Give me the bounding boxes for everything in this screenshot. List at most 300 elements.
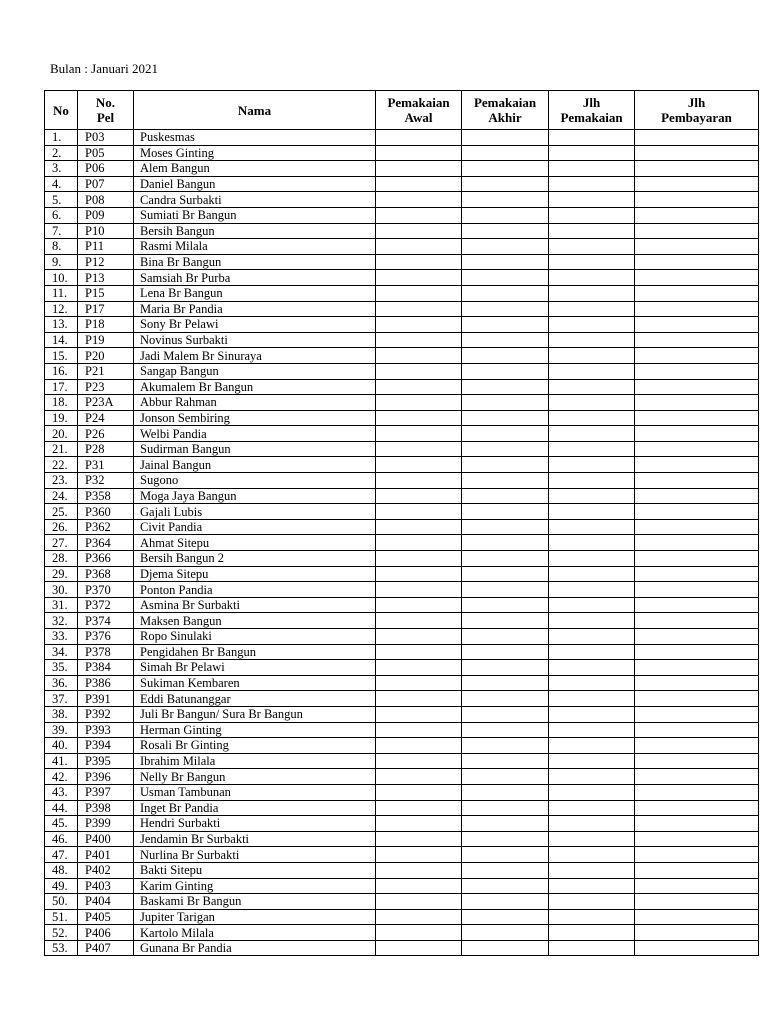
table-row [45,363,759,379]
jlh-pembayaran-cell [635,566,759,582]
row-number-cell: 7. [45,223,78,239]
table-row [45,535,759,551]
customer-code-cell: P366 [78,551,134,567]
customer-code-cell: P32 [78,473,134,489]
jlh-pemakaian-cell [549,784,635,800]
jlh-pembayaran-cell [635,535,759,551]
pemakaian-akhir-cell [462,816,549,832]
pemakaian-akhir-cell [462,738,549,754]
customer-name-cell: Hendri Surbakti [134,816,376,832]
pemakaian-awal-cell [376,379,462,395]
customer-code-cell: P368 [78,566,134,582]
pemakaian-awal-cell [376,395,462,411]
row-number-cell: 47. [45,847,78,863]
jlh-pemakaian-cell [549,660,635,676]
pemakaian-akhir-cell [462,488,549,504]
customer-code-cell: P374 [78,613,134,629]
customer-code-cell: P362 [78,519,134,535]
customer-usage-table [44,90,759,956]
pemakaian-awal-cell [376,332,462,348]
pemakaian-akhir-cell [462,597,549,613]
customer-code-cell: P31 [78,457,134,473]
customer-name-cell: Juli Br Bangun/ Sura Br Bangun [134,706,376,722]
jlh-pembayaran-cell [635,441,759,457]
table-row [45,862,759,878]
customer-name-cell: Simah Br Pelawi [134,660,376,676]
jlh-pemakaian-cell [549,862,635,878]
customer-code-cell: P08 [78,192,134,208]
customer-name-cell: Inget Br Pandia [134,800,376,816]
customer-name-cell: Rasmi Milala [134,239,376,255]
table-row [45,285,759,301]
jlh-pemakaian-cell [549,551,635,567]
pemakaian-akhir-cell [462,332,549,348]
jlh-pembayaran-cell [635,613,759,629]
row-number-cell: 34. [45,644,78,660]
jlh-pemakaian-cell [549,894,635,910]
customer-code-cell: P24 [78,410,134,426]
row-number-cell: 33. [45,629,78,645]
table-row [45,738,759,754]
row-number-cell: 23. [45,473,78,489]
customer-name-cell: Welbi Pandia [134,426,376,442]
customer-name-cell: Novinus Surbakti [134,332,376,348]
row-number-cell: 11. [45,285,78,301]
jlh-pemakaian-cell [549,379,635,395]
pemakaian-akhir-cell [462,535,549,551]
pemakaian-awal-cell [376,769,462,785]
jlh-pemakaian-cell [549,410,635,426]
row-number-cell: 35. [45,660,78,676]
jlh-pemakaian-cell [549,270,635,286]
jlh-pemakaian-cell [549,332,635,348]
jlh-pemakaian-cell [549,582,635,598]
header-no-pel: No. Pel [78,91,134,130]
pemakaian-awal-cell [376,488,462,504]
pemakaian-awal-cell [376,582,462,598]
pemakaian-akhir-cell [462,878,549,894]
pemakaian-akhir-cell [462,566,549,582]
jlh-pemakaian-cell [549,285,635,301]
row-number-cell: 25. [45,504,78,520]
jlh-pemakaian-cell [549,176,635,192]
pemakaian-awal-cell [376,504,462,520]
customer-name-cell: Usman Tambunan [134,784,376,800]
jlh-pembayaran-cell [635,878,759,894]
pemakaian-awal-cell [376,566,462,582]
table-row [45,223,759,239]
customer-code-cell: P17 [78,301,134,317]
customer-code-cell: P360 [78,504,134,520]
jlh-pemakaian-cell [549,738,635,754]
pemakaian-awal-cell [376,145,462,161]
table-row [45,878,759,894]
pemakaian-awal-cell [376,207,462,223]
customer-name-cell: Nurlina Br Surbakti [134,847,376,863]
customer-name-cell: Jadi Malem Br Sinuraya [134,348,376,364]
jlh-pembayaran-cell [635,426,759,442]
pemakaian-awal-cell [376,644,462,660]
jlh-pemakaian-cell [549,675,635,691]
jlh-pemakaian-cell [549,629,635,645]
jlh-pembayaran-cell [635,410,759,426]
pemakaian-akhir-cell [462,909,549,925]
row-number-cell: 51. [45,909,78,925]
pemakaian-awal-cell [376,270,462,286]
jlh-pemakaian-cell [549,254,635,270]
customer-name-cell: Bakti Sitepu [134,862,376,878]
pemakaian-awal-cell [376,223,462,239]
jlh-pembayaran-cell [635,597,759,613]
customer-code-cell: P398 [78,800,134,816]
pemakaian-awal-cell [376,722,462,738]
jlh-pembayaran-cell [635,675,759,691]
pemakaian-awal-cell [376,831,462,847]
pemakaian-awal-cell [376,176,462,192]
pemakaian-akhir-cell [462,769,549,785]
pemakaian-awal-cell [376,301,462,317]
table-row [45,722,759,738]
pemakaian-akhir-cell [462,925,549,941]
table-row [45,675,759,691]
customer-code-cell: P18 [78,317,134,333]
table-row [45,784,759,800]
jlh-pemakaian-cell [549,925,635,941]
row-number-cell: 52. [45,925,78,941]
customer-code-cell: P407 [78,940,134,956]
table-row [45,519,759,535]
pemakaian-akhir-cell [462,176,549,192]
pemakaian-akhir-cell [462,145,549,161]
pemakaian-awal-cell [376,348,462,364]
pemakaian-awal-cell [376,130,462,146]
table-row [45,769,759,785]
pemakaian-akhir-cell [462,644,549,660]
jlh-pembayaran-cell [635,753,759,769]
pemakaian-akhir-cell [462,551,549,567]
customer-name-cell: Ahmat Sitepu [134,535,376,551]
pemakaian-akhir-cell [462,940,549,956]
pemakaian-akhir-cell [462,161,549,177]
customer-code-cell: P396 [78,769,134,785]
header-nama: Nama [134,91,376,130]
row-number-cell: 38. [45,706,78,722]
pemakaian-akhir-cell [462,784,549,800]
customer-code-cell: P05 [78,145,134,161]
customer-name-cell: Pengidahen Br Bangun [134,644,376,660]
pemakaian-akhir-cell [462,410,549,426]
row-number-cell: 9. [45,254,78,270]
pemakaian-akhir-cell [462,223,549,239]
customer-code-cell: P401 [78,847,134,863]
pemakaian-awal-cell [376,535,462,551]
jlh-pembayaran-cell [635,130,759,146]
row-number-cell: 30. [45,582,78,598]
jlh-pembayaran-cell [635,691,759,707]
table-row [45,207,759,223]
customer-name-cell: Jendamin Br Surbakti [134,831,376,847]
customer-name-cell: Akumalem Br Bangun [134,379,376,395]
pemakaian-awal-cell [376,629,462,645]
pemakaian-akhir-cell [462,706,549,722]
jlh-pembayaran-cell [635,270,759,286]
pemakaian-awal-cell [376,254,462,270]
header-jlh-pemakaian: Jlh Pemakaian [549,91,635,130]
customer-name-cell: Bina Br Bangun [134,254,376,270]
row-number-cell: 5. [45,192,78,208]
pemakaian-awal-cell [376,800,462,816]
table-row [45,551,759,567]
pemakaian-awal-cell [376,909,462,925]
table-row [45,473,759,489]
pemakaian-akhir-cell [462,660,549,676]
pemakaian-akhir-cell [462,862,549,878]
row-number-cell: 50. [45,894,78,910]
customer-code-cell: P09 [78,207,134,223]
jlh-pemakaian-cell [549,878,635,894]
pemakaian-awal-cell [376,457,462,473]
customer-name-cell: Ponton Pandia [134,582,376,598]
jlh-pembayaran-cell [635,332,759,348]
customer-code-cell: P392 [78,706,134,722]
pemakaian-akhir-cell [462,379,549,395]
customer-name-cell: Asmina Br Surbakti [134,597,376,613]
pemakaian-akhir-cell [462,285,549,301]
jlh-pemakaian-cell [549,691,635,707]
customer-name-cell: Abbur Rahman [134,395,376,411]
table-row [45,410,759,426]
jlh-pembayaran-cell [635,207,759,223]
jlh-pembayaran-cell [635,254,759,270]
pemakaian-akhir-cell [462,317,549,333]
pemakaian-awal-cell [376,192,462,208]
pemakaian-akhir-cell [462,457,549,473]
jlh-pemakaian-cell [549,223,635,239]
customer-code-cell: P19 [78,332,134,348]
customer-code-cell: P403 [78,878,134,894]
customer-code-cell: P391 [78,691,134,707]
jlh-pemakaian-cell [549,535,635,551]
pemakaian-akhir-cell [462,831,549,847]
jlh-pembayaran-cell [635,816,759,832]
jlh-pembayaran-cell [635,644,759,660]
pemakaian-akhir-cell [462,847,549,863]
customer-code-cell: P386 [78,675,134,691]
row-number-cell: 43. [45,784,78,800]
row-number-cell: 20. [45,426,78,442]
pemakaian-awal-cell [376,597,462,613]
row-number-cell: 44. [45,800,78,816]
pemakaian-awal-cell [376,878,462,894]
table-row [45,270,759,286]
table-header-row [45,91,759,130]
jlh-pembayaran-cell [635,239,759,255]
customer-name-cell: Jupiter Tarigan [134,909,376,925]
jlh-pembayaran-cell [635,457,759,473]
jlh-pembayaran-cell [635,348,759,364]
customer-name-cell: Jainal Bangun [134,457,376,473]
jlh-pemakaian-cell [549,800,635,816]
jlh-pembayaran-cell [635,223,759,239]
pemakaian-akhir-cell [462,254,549,270]
table-row [45,940,759,956]
customer-name-cell: Civit Pandia [134,519,376,535]
pemakaian-akhir-cell [462,363,549,379]
jlh-pembayaran-cell [635,395,759,411]
table-row [45,582,759,598]
table-row [45,457,759,473]
customer-name-cell: Samsiah Br Purba [134,270,376,286]
pemakaian-awal-cell [376,847,462,863]
row-number-cell: 37. [45,691,78,707]
row-number-cell: 45. [45,816,78,832]
row-number-cell: 4. [45,176,78,192]
customer-name-cell: Djema Sitepu [134,566,376,582]
jlh-pembayaran-cell [635,706,759,722]
jlh-pemakaian-cell [549,207,635,223]
jlh-pemakaian-cell [549,473,635,489]
row-number-cell: 10. [45,270,78,286]
pemakaian-awal-cell [376,675,462,691]
row-number-cell: 24. [45,488,78,504]
customer-code-cell: P03 [78,130,134,146]
table-row [45,597,759,613]
customer-code-cell: P400 [78,831,134,847]
pemakaian-awal-cell [376,613,462,629]
jlh-pemakaian-cell [549,145,635,161]
jlh-pembayaran-cell [635,847,759,863]
row-number-cell: 46. [45,831,78,847]
pemakaian-awal-cell [376,426,462,442]
customer-code-cell: P399 [78,816,134,832]
table-row [45,753,759,769]
customer-code-cell: P26 [78,426,134,442]
pemakaian-akhir-cell [462,504,549,520]
jlh-pemakaian-cell [549,317,635,333]
pemakaian-awal-cell [376,706,462,722]
jlh-pembayaran-cell [635,660,759,676]
table-row [45,301,759,317]
table-row [45,909,759,925]
pemakaian-awal-cell [376,363,462,379]
customer-name-cell: Alem Bangun [134,161,376,177]
customer-name-cell: Sudirman Bangun [134,441,376,457]
jlh-pemakaian-cell [549,130,635,146]
row-number-cell: 49. [45,878,78,894]
jlh-pembayaran-cell [635,940,759,956]
row-number-cell: 13. [45,317,78,333]
customer-name-cell: Bersih Bangun 2 [134,551,376,567]
table-row [45,629,759,645]
jlh-pemakaian-cell [549,348,635,364]
row-number-cell: 48. [45,862,78,878]
customer-name-cell: Sugono [134,473,376,489]
customer-name-cell: Ibrahim Milala [134,753,376,769]
customer-name-cell: Gunana Br Pandia [134,940,376,956]
customer-name-cell: Gajali Lubis [134,504,376,520]
pemakaian-akhir-cell [462,473,549,489]
table-row [45,130,759,146]
jlh-pemakaian-cell [549,597,635,613]
pemakaian-awal-cell [376,473,462,489]
row-number-cell: 22. [45,457,78,473]
pemakaian-awal-cell [376,925,462,941]
jlh-pembayaran-cell [635,769,759,785]
jlh-pembayaran-cell [635,629,759,645]
header-jlh-pembayaran: Jlh Pembayaran [635,91,759,130]
pemakaian-akhir-cell [462,722,549,738]
jlh-pembayaran-cell [635,519,759,535]
jlh-pemakaian-cell [549,441,635,457]
customer-code-cell: P406 [78,925,134,941]
jlh-pembayaran-cell [635,738,759,754]
table-row [45,660,759,676]
pemakaian-akhir-cell [462,691,549,707]
customer-code-cell: P358 [78,488,134,504]
customer-code-cell: P397 [78,784,134,800]
table-row [45,504,759,520]
jlh-pembayaran-cell [635,925,759,941]
jlh-pembayaran-cell [635,582,759,598]
customer-code-cell: P384 [78,660,134,676]
row-number-cell: 39. [45,722,78,738]
pemakaian-akhir-cell [462,395,549,411]
pemakaian-awal-cell [376,410,462,426]
row-number-cell: 17. [45,379,78,395]
jlh-pemakaian-cell [549,161,635,177]
pemakaian-akhir-cell [462,130,549,146]
row-number-cell: 18. [45,395,78,411]
jlh-pembayaran-cell [635,176,759,192]
jlh-pembayaran-cell [635,862,759,878]
jlh-pemakaian-cell [549,504,635,520]
pemakaian-awal-cell [376,551,462,567]
table-row [45,176,759,192]
customer-name-cell: Kartolo Milala [134,925,376,941]
pemakaian-awal-cell [376,441,462,457]
customer-code-cell: P10 [78,223,134,239]
row-number-cell: 14. [45,332,78,348]
pemakaian-akhir-cell [462,301,549,317]
customer-name-cell: Lena Br Bangun [134,285,376,301]
customer-name-cell: Sangap Bangun [134,363,376,379]
jlh-pemakaian-cell [549,239,635,255]
pemakaian-akhir-cell [462,239,549,255]
table-row [45,800,759,816]
jlh-pemakaian-cell [549,722,635,738]
jlh-pembayaran-cell [635,145,759,161]
pemakaian-akhir-cell [462,894,549,910]
table-row [45,332,759,348]
jlh-pemakaian-cell [549,566,635,582]
table-row [45,441,759,457]
customer-code-cell: P07 [78,176,134,192]
customer-code-cell: P405 [78,909,134,925]
jlh-pemakaian-cell [549,769,635,785]
customer-code-cell: P395 [78,753,134,769]
customer-name-cell: Maksen Bangun [134,613,376,629]
header-pemakaian-akhir: Pemakaian Akhir [462,91,549,130]
pemakaian-akhir-cell [462,348,549,364]
customer-code-cell: P13 [78,270,134,286]
row-number-cell: 40. [45,738,78,754]
table-row [45,192,759,208]
customer-name-cell: Sukiman Kembaren [134,675,376,691]
table-row [45,395,759,411]
table-row [45,894,759,910]
customer-name-cell: Moga Jaya Bangun [134,488,376,504]
row-number-cell: 12. [45,301,78,317]
